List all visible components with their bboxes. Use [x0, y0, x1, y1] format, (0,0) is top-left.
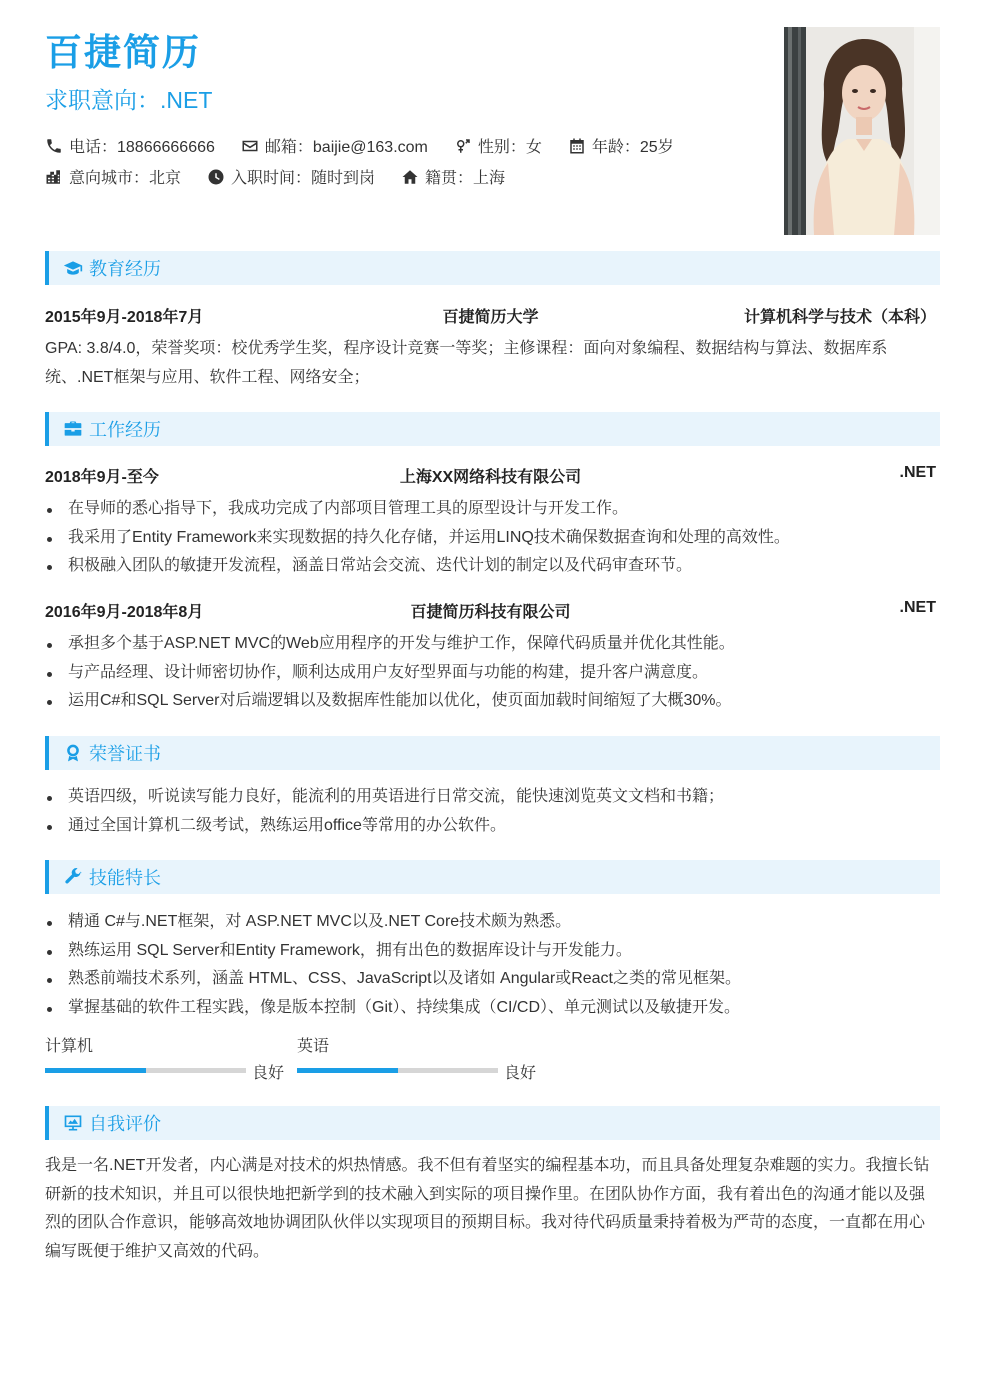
- skill-label: 英语: [297, 1038, 330, 1055]
- self-eval-text: 我是一名.NET开发者，内心满是对技术的炽热情感。我不但有着坚实的编程基本功，而且具备处理复杂难题的实力。我擅长钻研新的技术知识，并且可以很快地把新学到的技术融入到实际的项目操作里。在团队协作方面，我有着出色的沟通才能以及强烈的团队合作意识，能够高效地协调团队伙伴以实现项目的预期目标。我对待代码质量秉持着极为严苛的态度，一直都在用心编写既便于维护又高效的代码。: [45, 1157, 930, 1260]
- skills-title: 技能特长: [89, 868, 161, 888]
- list-item: 承担多个基于ASP.NET MVC的Web应用程序的开发与维护工作，保障代码质量并优化其性能。: [45, 630, 936, 659]
- list-item: 英语四级，听说读写能力良好，能流利的用英语进行日常交流，能快速浏览英文文档和书籍；: [45, 783, 936, 812]
- award-icon: [63, 743, 83, 763]
- skill-bar-fill: [45, 1068, 146, 1073]
- mail-icon: [241, 137, 259, 155]
- list-item: 运用C#和SQL Server对后端逻辑以及数据库性能加以优化，使页面加载时间缩短了大概30%。: [45, 687, 936, 716]
- job-1-company: 上海XX网络科技有限公司: [399, 469, 582, 486]
- job-2-row: [45, 599, 936, 622]
- info-gender-text: 性别：女: [477, 139, 542, 156]
- education-date: 2015年9月-2018年7月: [45, 309, 204, 326]
- work-title: 工作经历: [89, 420, 161, 440]
- list-item: 精通 C#与.NET框架，对 ASP.NET MVC以及.NET Core技术颇为熟悉。: [45, 908, 936, 937]
- info-gender: [454, 134, 542, 157]
- info-hometown-text: 籍贯：上海: [425, 170, 506, 187]
- education-desc: GPA: 3.8/4.0，荣誉奖项：校优秀学生奖，程序设计竞赛一等奖；主修课程：面向对象编程、数据结构与算法、数据库系统、.NET框架与应用、软件工程、网络安全；: [45, 340, 888, 386]
- list-item: 通过全国计算机二级考试，熟练运用office等常用的办公软件。: [45, 812, 936, 841]
- job-1-role: .NET: [899, 464, 936, 481]
- info-email-text: 邮箱：baijie@163.com: [264, 139, 428, 156]
- education-section-header: [45, 251, 940, 285]
- job-2-date: 2016年9月-2018年8月: [45, 604, 204, 621]
- info-phone: [45, 134, 215, 157]
- info-city: [45, 165, 181, 188]
- profile-photo: [784, 27, 940, 235]
- presentation-icon: [63, 1113, 83, 1133]
- skill-bar-fill: [297, 1068, 398, 1073]
- info-age: [568, 134, 674, 157]
- skill-level-text: 良好: [504, 1065, 537, 1082]
- list-item: 积极融入团队的敏捷开发流程，涵盖日常站会交流、迭代计划的制定以及代码审查环节。: [45, 552, 936, 581]
- info-phone-text: 电话：18866666666: [69, 139, 215, 156]
- phone-icon: [45, 137, 63, 155]
- calendar-icon: [568, 137, 586, 155]
- info-row-2: [45, 165, 531, 188]
- info-hometown: [401, 165, 505, 188]
- skill-bar: [297, 1068, 498, 1073]
- list-item: 我采用了Entity Framework来实现数据的持久化存储，并运用LINQ技术确保数据查询和处理的高效性。: [45, 524, 936, 553]
- list-item: 与产品经理、设计师密切协作，顺利达成用户友好型界面与功能的构建，提升客户满意度。: [45, 659, 936, 688]
- skill-label: 计算机: [45, 1038, 94, 1055]
- education-major: 计算机科学与技术（本科）: [743, 309, 936, 326]
- info-row-1: [45, 134, 700, 157]
- skill-level-text: 良好: [252, 1065, 285, 1082]
- job-1-bullets: [45, 495, 936, 581]
- city-icon: [45, 168, 63, 186]
- info-start-time: [207, 165, 375, 188]
- wrench-icon: [63, 867, 83, 887]
- skill-bar: [45, 1068, 246, 1073]
- graduation-cap-icon: [63, 258, 83, 278]
- self-eval-section-header: [45, 1106, 940, 1140]
- home-icon: [401, 168, 419, 186]
- list-item: 在导师的悉心指导下，我成功完成了内部项目管理工具的原型设计与开发工作。: [45, 495, 936, 524]
- job-1-date: 2018年9月-至今: [45, 469, 159, 486]
- list-item: 掌握基础的软件工程实践，像是版本控制（Git）、持续集成（CI/CD）、单元测试以及敏捷开发。: [45, 994, 936, 1023]
- list-item: 熟练运用 SQL Server和Entity Framework，拥有出色的数据库设计与开发能力。: [45, 937, 936, 966]
- honors-section-header: [45, 736, 940, 770]
- skills-section-header: [45, 860, 940, 894]
- self-eval-title: 自我评价: [89, 1114, 161, 1134]
- list-item: 熟悉前端技术系列，涵盖 HTML、CSS、JavaScript以及诸如 Angular或React之类的常见框架。: [45, 965, 936, 994]
- honors-title: 荣誉证书: [89, 744, 161, 764]
- info-city-text: 意向城市：北京: [69, 170, 182, 187]
- clock-icon: [207, 168, 225, 186]
- info-start-time-text: 入职时间：随时到岗: [231, 170, 376, 187]
- job-2-bullets: [45, 630, 936, 716]
- education-school: 百捷简历大学: [442, 309, 539, 326]
- resume-name: 百捷简历: [45, 32, 201, 73]
- job-2-role: .NET: [899, 599, 936, 616]
- work-section-header: [45, 412, 940, 446]
- info-email: [241, 134, 428, 157]
- education-row: [45, 304, 936, 327]
- briefcase-icon: [63, 419, 83, 439]
- honors-bullets: [45, 783, 936, 840]
- skills-bullets: [45, 908, 936, 1023]
- job-1-row: [45, 464, 936, 487]
- info-age-text: 年龄：25岁: [591, 139, 674, 156]
- job-2-company: 百捷简历科技有限公司: [410, 604, 571, 621]
- gender-icon: [454, 137, 472, 155]
- job-intent: 求职意向：.NET: [45, 87, 213, 113]
- education-title: 教育经历: [89, 259, 161, 279]
